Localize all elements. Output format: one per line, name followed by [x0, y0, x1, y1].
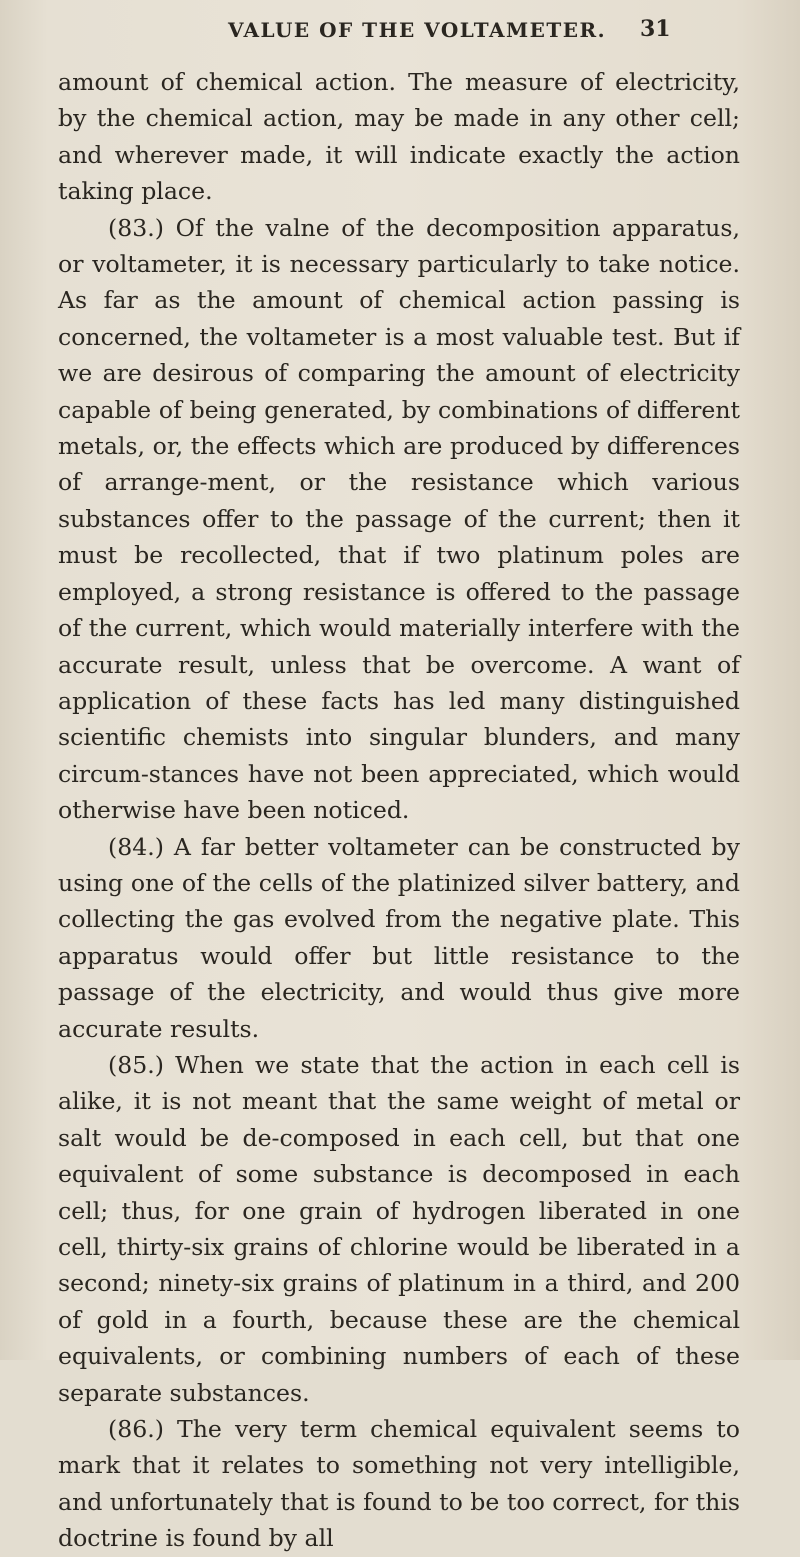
body-text	[58, 64, 740, 1557]
page-number: 31	[640, 16, 671, 42]
page-header	[0, 14, 800, 54]
paragraph-84: (84.) A far better voltameter can be constructed by using one of the cells of the platinized silver battery, and collecting the gas evolved from the negative plate. This apparatus would offer but little resistance to the passage of the electricity, and would thus give more accurate results.	[58, 832, 740, 1043]
paragraph-85: (85.) When we state that the action in each cell is alike, it is not meant that the same weight of metal or salt would be de-composed in each cell, but that one equivalent of some substance is decomposed in each cell; thus, for one grain of hydrogen liberated in one cell, thirty-six grains of chlorine would be liberated in a second; ninety-six grains of platinum in a third, and 200 of gold in a fourth, because these are the chemical equivalents, or combining numbers of each of these separate substances.	[58, 1050, 740, 1407]
paragraph-86: (86.) The very term chemical equivalent seems to mark that it relates to something not very intelligible, and unfortunately that is found to be too correct, for this doctrine is found by all	[58, 1415, 740, 1553]
paragraph-continuation: amount of chemical action. The measure of electricity, by the chemical action, may be made in any other cell; and wherever made, it will indicate exactly the action taking place.	[58, 68, 740, 206]
paragraph-83: (83.) Of the valne of the decomposition apparatus, or voltameter, it is necessary particularly to take notice. As far as the amount of chemical action passing is concerned, the voltameter is a most valuable test. But if we are desirous of comparing the amount of electricity capable of being generated, by combinations of different metals, or, the effects which are produced by differences of arrange-ment, or the resistance which various substances offer to the passage of the current; then it must be recollected, that if two platinum poles are employed, a strong resistance is offered to the passage of the current, which would materially interfere with the accurate result, unless that be overcome. A want of application of these facts has led many distinguished scientific chemists into singular blunders, and many circum-stances have not been appreciated, which would otherwise have been noticed.	[58, 213, 740, 825]
running-title: VALUE OF THE VOLTAMETER.	[228, 18, 607, 42]
